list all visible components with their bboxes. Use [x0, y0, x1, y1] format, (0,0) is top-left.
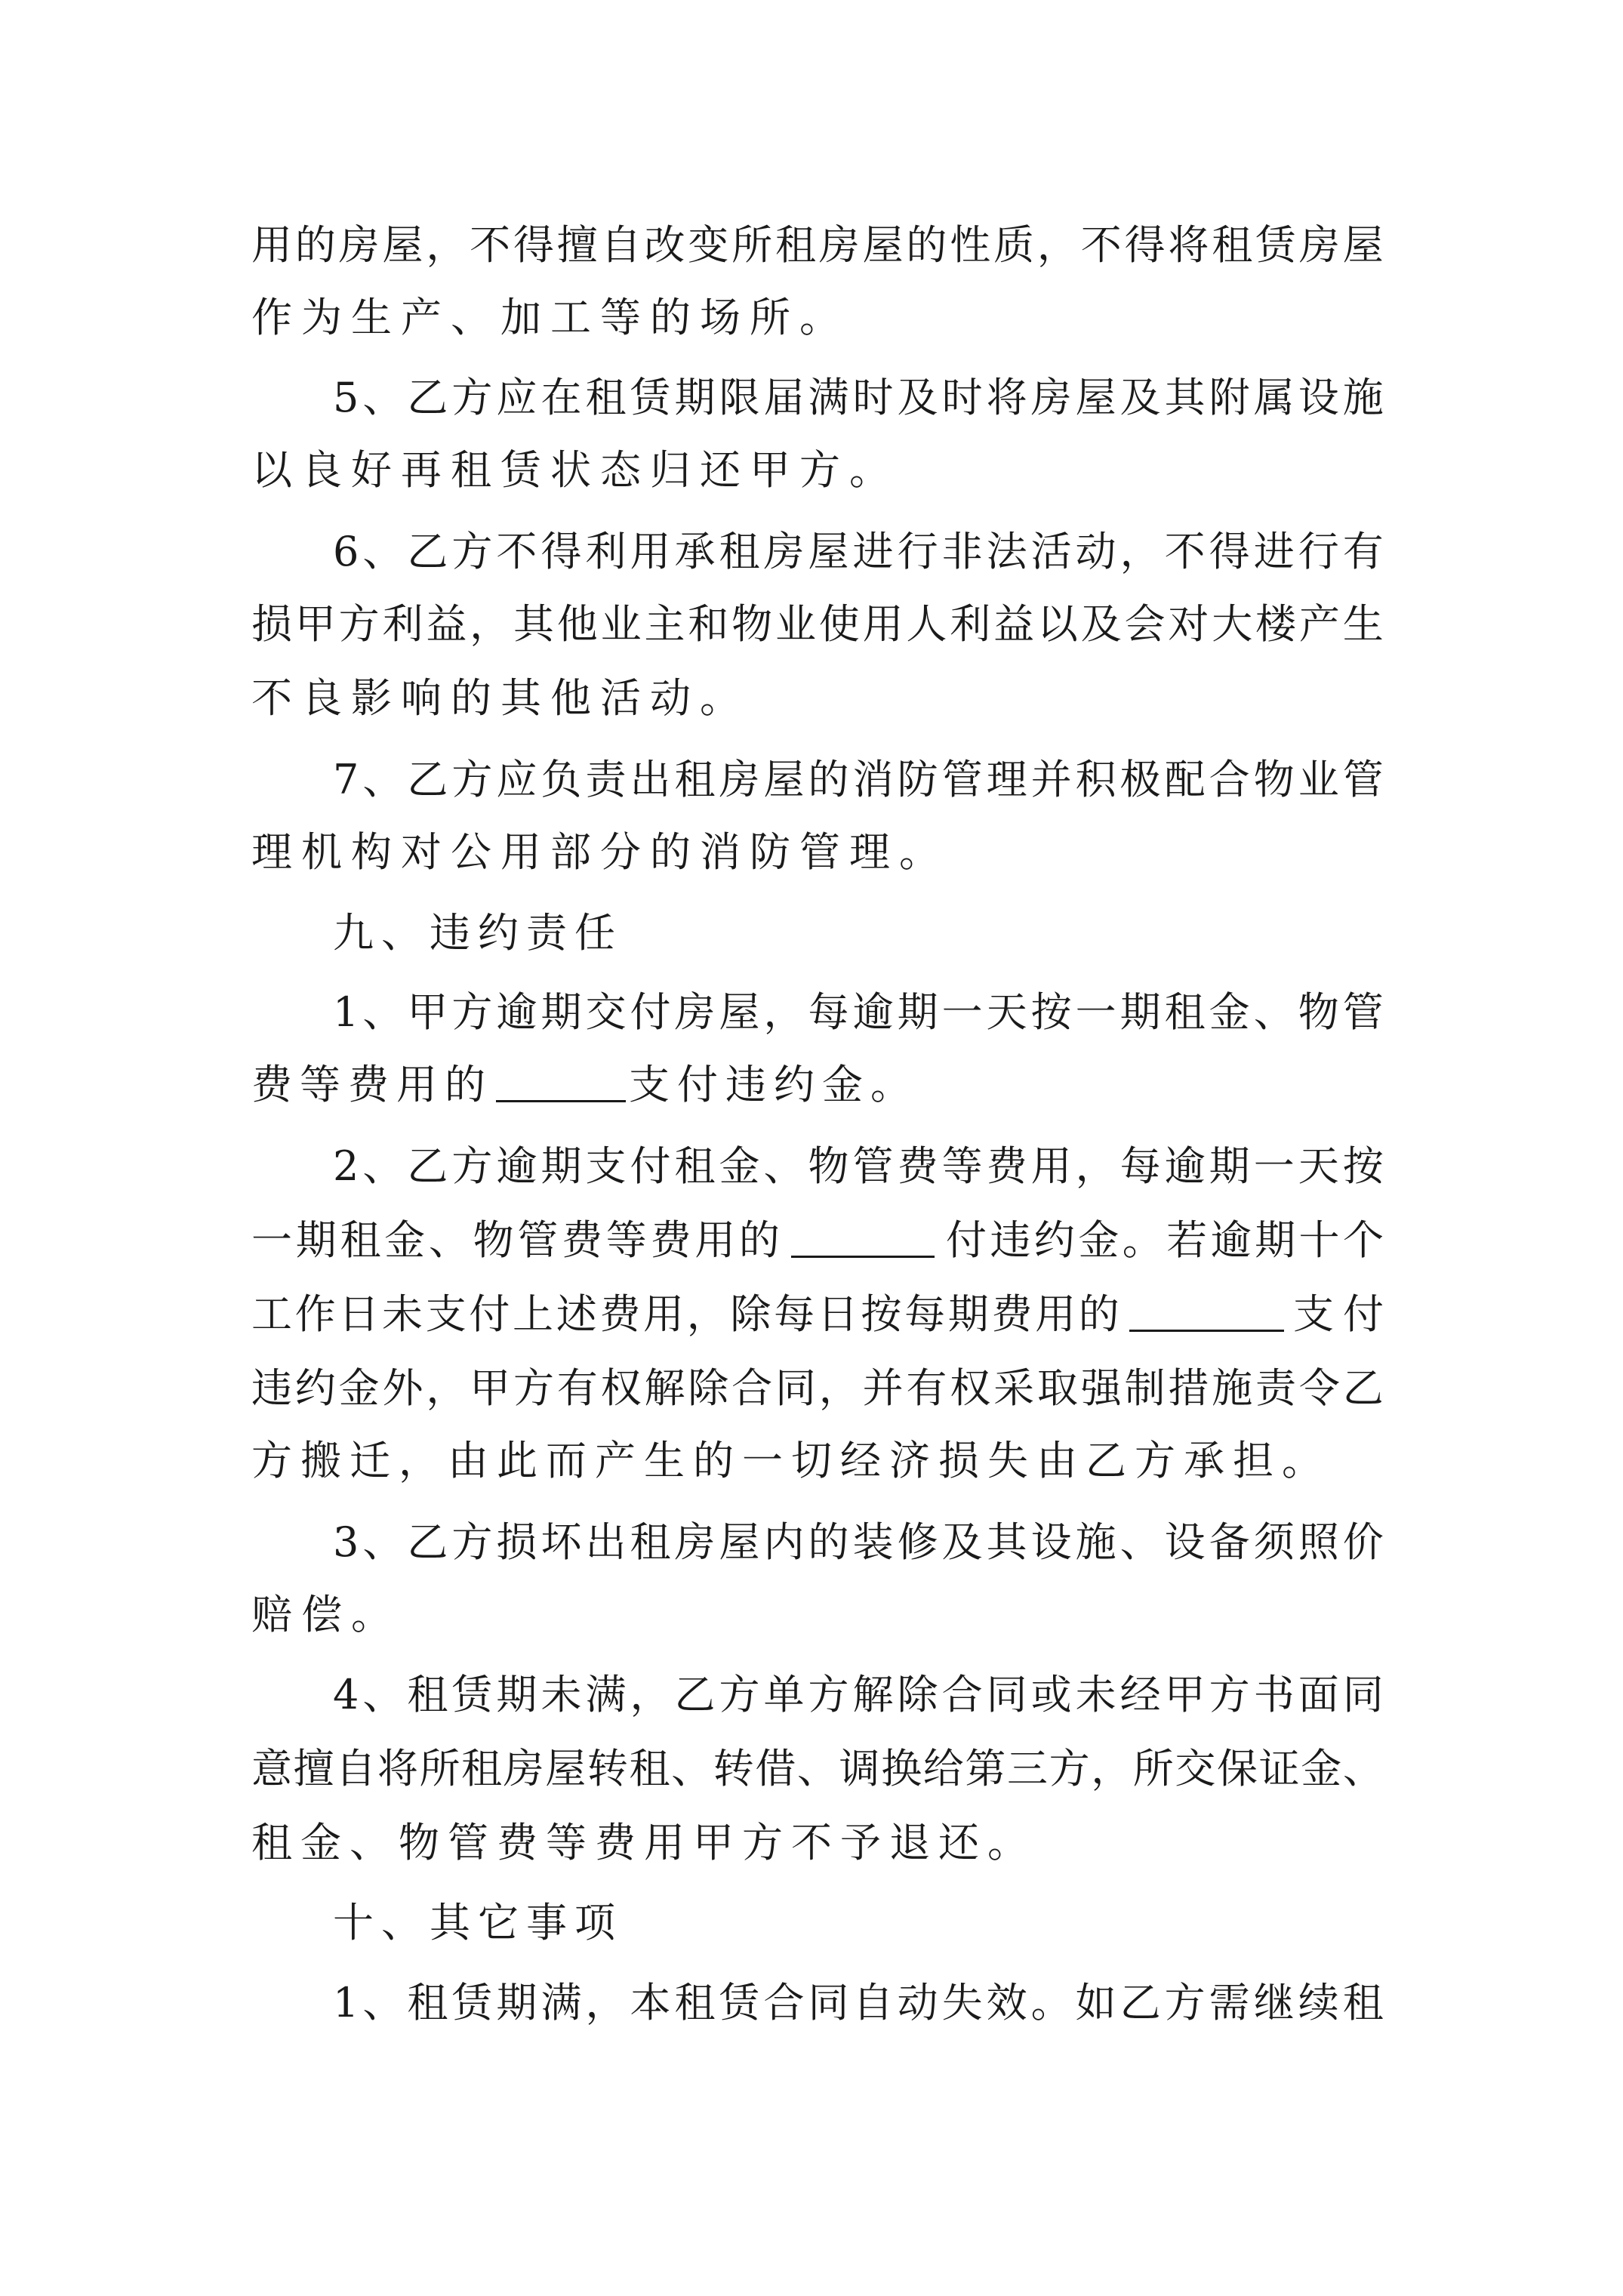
text-line: 租金、物管费等费用甲方不予退还。 [251, 1819, 1036, 1866]
text-line: 以良好再租赁状态归还甲方。 [251, 446, 899, 494]
text-line: 赔偿。 [251, 1591, 401, 1638]
section-heading: 九、违约责任 [333, 909, 623, 957]
text-segment: 工 作 日 未 支 付 上 述 费 用 ， 除 每 日 按 每 期 费 用 的 [251, 1290, 1119, 1338]
text-line: 作为生产、加工等的场所。 [251, 294, 849, 341]
text-line [251, 1051, 1384, 1119]
fill-in-blank [496, 1062, 626, 1102]
text-line: 4 、 租 赁 期 未 满 ， 乙 方 单 方 解 除 合 同 或 未 经 甲 方 书 面 同 [333, 1671, 1384, 1718]
text-line: 用 的 房 屋 ， 不 得 擅 自 改 变 所 租 房 屋 的 性 质 ， 不 得 将 租 赁 房 屋 [251, 221, 1384, 269]
text-segment: 付 违 约 金 。 若 逾 期 十 个 [946, 1216, 1384, 1264]
text-line: 5 、 乙 方 应 在 租 赁 期 限 届 满 时 及 时 将 房 屋 及 其 附 属 设 施 [333, 374, 1384, 421]
text-line [251, 1207, 1384, 1274]
text-line: 1 、 甲 方 逾 期 交 付 房 屋 ， 每 逾 期 一 天 按 一 期 租 金 、 物 管 [333, 988, 1384, 1036]
text-line: 理机构对公用部分的消防管理。 [251, 828, 949, 876]
section-heading: 十、其它事项 [333, 1899, 623, 1946]
text-segment: 一 期 租 金 、 物 管 费 等 费 用 的 [251, 1216, 780, 1264]
text-segment: 费等费用的 [251, 1061, 493, 1108]
text-line: 方搬迁，由此而产生的一切经济损失由乙方承担。 [251, 1437, 1331, 1484]
text-line: 损 甲 方 利 益 ， 其 他 业 主 和 物 业 使 用 人 利 益 以 及 会 对 大 楼 产 生 [251, 600, 1384, 648]
text-line: 1 、 租 赁 期 满 ， 本 租 赁 合 同 自 动 失 效 。 如 乙 方 需 继 续 租 [333, 1979, 1384, 2026]
text-line: 6 、 乙 方 不 得 利 用 承 租 房 屋 进 行 非 法 活 动 ， 不 得 进 行 有 [333, 528, 1384, 575]
text-line: 3 、 乙 方 损 坏 出 租 房 屋 内 的 装 修 及 其 设 施 、 设 备 须 照 价 [333, 1518, 1384, 1566]
text-line: 违 约 金 外 ， 甲 方 有 权 解 除 合 同 ， 并 有 权 采 取 强 制 措 施 责 令 乙 [251, 1364, 1384, 1412]
text-line: 意 擅 自 将 所 租 房 屋 转 租 、 转 借 、 调 换 给 第 三 方 ， 所 交 保 证 金 、 [251, 1745, 1384, 1792]
text-segment: 支 付 [1293, 1290, 1384, 1338]
text-line [251, 1281, 1384, 1348]
fill-in-blank [1129, 1292, 1284, 1332]
text-line: 2 、 乙 方 逾 期 支 付 租 金 、 物 管 费 等 费 用 ， 每 逾 期 一 天 按 [333, 1142, 1384, 1190]
text-line: 不良影响的其他活动。 [251, 674, 750, 722]
text-line: 7 、 乙 方 应 负 责 出 租 房 屋 的 消 防 管 理 并 积 极 配 合 物 业 管 [333, 756, 1384, 803]
fill-in-blank [791, 1218, 935, 1258]
text-segment: 支付违约金。 [629, 1061, 919, 1108]
